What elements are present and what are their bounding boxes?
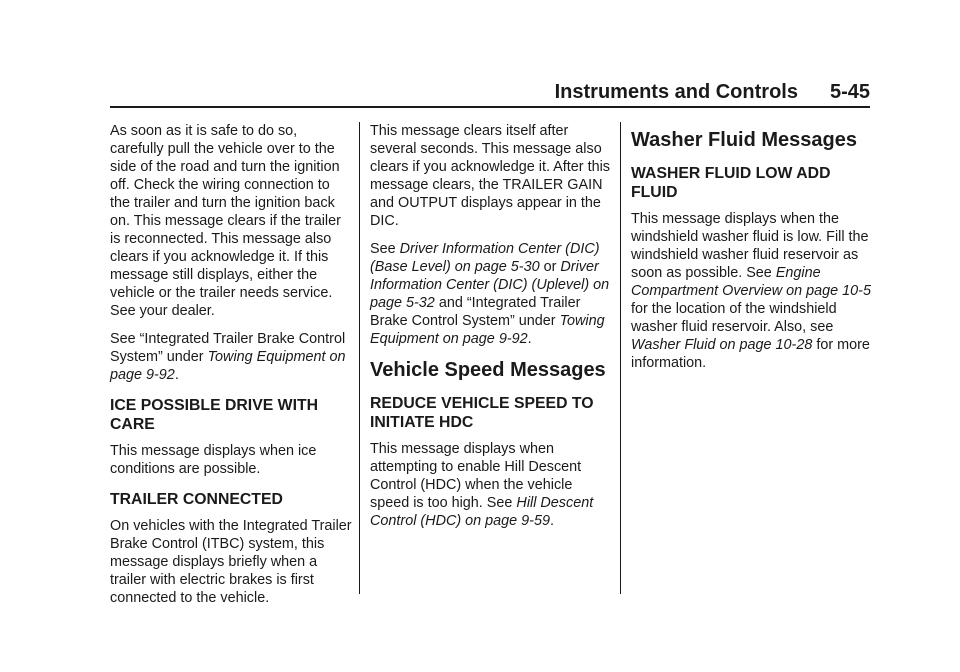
page-header: [530, 81, 870, 103]
heading-vehicle-speed-messages: Vehicle Speed Messages: [370, 359, 606, 381]
paragraph: This message displays when ice conditions are possible.: [110, 443, 317, 477]
cross-reference-link[interactable]: Towing Equipment on page 9-92: [110, 349, 346, 383]
text-run: for more information.: [631, 337, 870, 371]
paragraph: [110, 330, 352, 384]
heading-ice-possible: ICE POSSIBLE DRIVE WITH CARE: [110, 397, 319, 433]
paragraph: As soon as it is safe to do so, carefully pull the vehicle over to the side of the road and turn the ignition off. Check the wiring connection to the trailer and turn the ignition back on. This message clears if the trailer is reconnected. This message also clears if you acknowledge it. If this message still displays, either the vehicle or the trailer needs service. See your dealer.: [110, 123, 341, 319]
text-run: See: [370, 241, 400, 257]
paragraph: This message clears itself after several seconds. This message also clears if you acknowledge it. After this message clears, the TRAILER GAIN and OUTPUT displays appear in the DIC.: [370, 123, 610, 229]
column-3: [631, 122, 871, 382]
paragraph: [631, 210, 871, 372]
column-divider: [620, 122, 621, 594]
text-run: .: [174, 367, 179, 383]
column-2: [370, 122, 610, 540]
text-run: and “Integrated Trailer Brake Control System” under: [370, 295, 581, 329]
text-run: for the location of the windshield washer fluid reservoir. Also, see: [631, 301, 837, 335]
heading-reduce-vehicle-speed: REDUCE VEHICLE SPEED TO INITIATE HDC: [370, 395, 594, 431]
text-run: .: [527, 331, 532, 347]
heading-washer-fluid-low: WASHER FLUID LOW ADD FLUID: [631, 165, 831, 201]
paragraph: [370, 440, 610, 530]
cross-reference-link[interactable]: Engine Compartment Overview on page 10-5: [631, 265, 871, 299]
text-run: .: [549, 513, 554, 529]
paragraph: On vehicles with the Integrated Trailer Brake Control (ITBC) system, this message displays briefly when a trailer with electric brakes is first connected to the vehicle.: [110, 518, 352, 606]
text-run: This message displays when attempting to enable Hill Descent Control (HDC) when the vehicle speed is too high. See: [370, 441, 582, 511]
page-number: 5-45: [829, 81, 870, 103]
cross-reference-link[interactable]: Hill Descent Control (HDC) on page 9-59: [370, 495, 594, 529]
text-run: or: [539, 259, 561, 275]
cross-reference-link[interactable]: Driver Information Center (DIC) (Uplevel) on page 5-32: [370, 259, 610, 311]
column-divider: [359, 122, 360, 594]
cross-reference-link[interactable]: Washer Fluid on page 10-28: [631, 337, 813, 353]
column-1: [110, 122, 352, 617]
header-rule: [110, 106, 870, 108]
text-run: See “Integrated Trailer Brake Control System” under: [110, 331, 346, 365]
heading-trailer-connected: TRAILER CONNECTED: [110, 491, 283, 508]
text-run: This message displays when the windshield washer fluid is low. Fill the windshield washer fluid reservoir as soon as possible. See: [631, 211, 869, 281]
paragraph: [370, 240, 610, 348]
cross-reference-link[interactable]: Towing Equipment on page 9-92: [370, 313, 605, 347]
section-title: Instruments and Controls: [554, 81, 798, 103]
cross-reference-link[interactable]: Driver Information Center (DIC) (Base Level) on page 5-30: [370, 241, 600, 275]
heading-washer-fluid-messages: Washer Fluid Messages: [631, 129, 857, 151]
